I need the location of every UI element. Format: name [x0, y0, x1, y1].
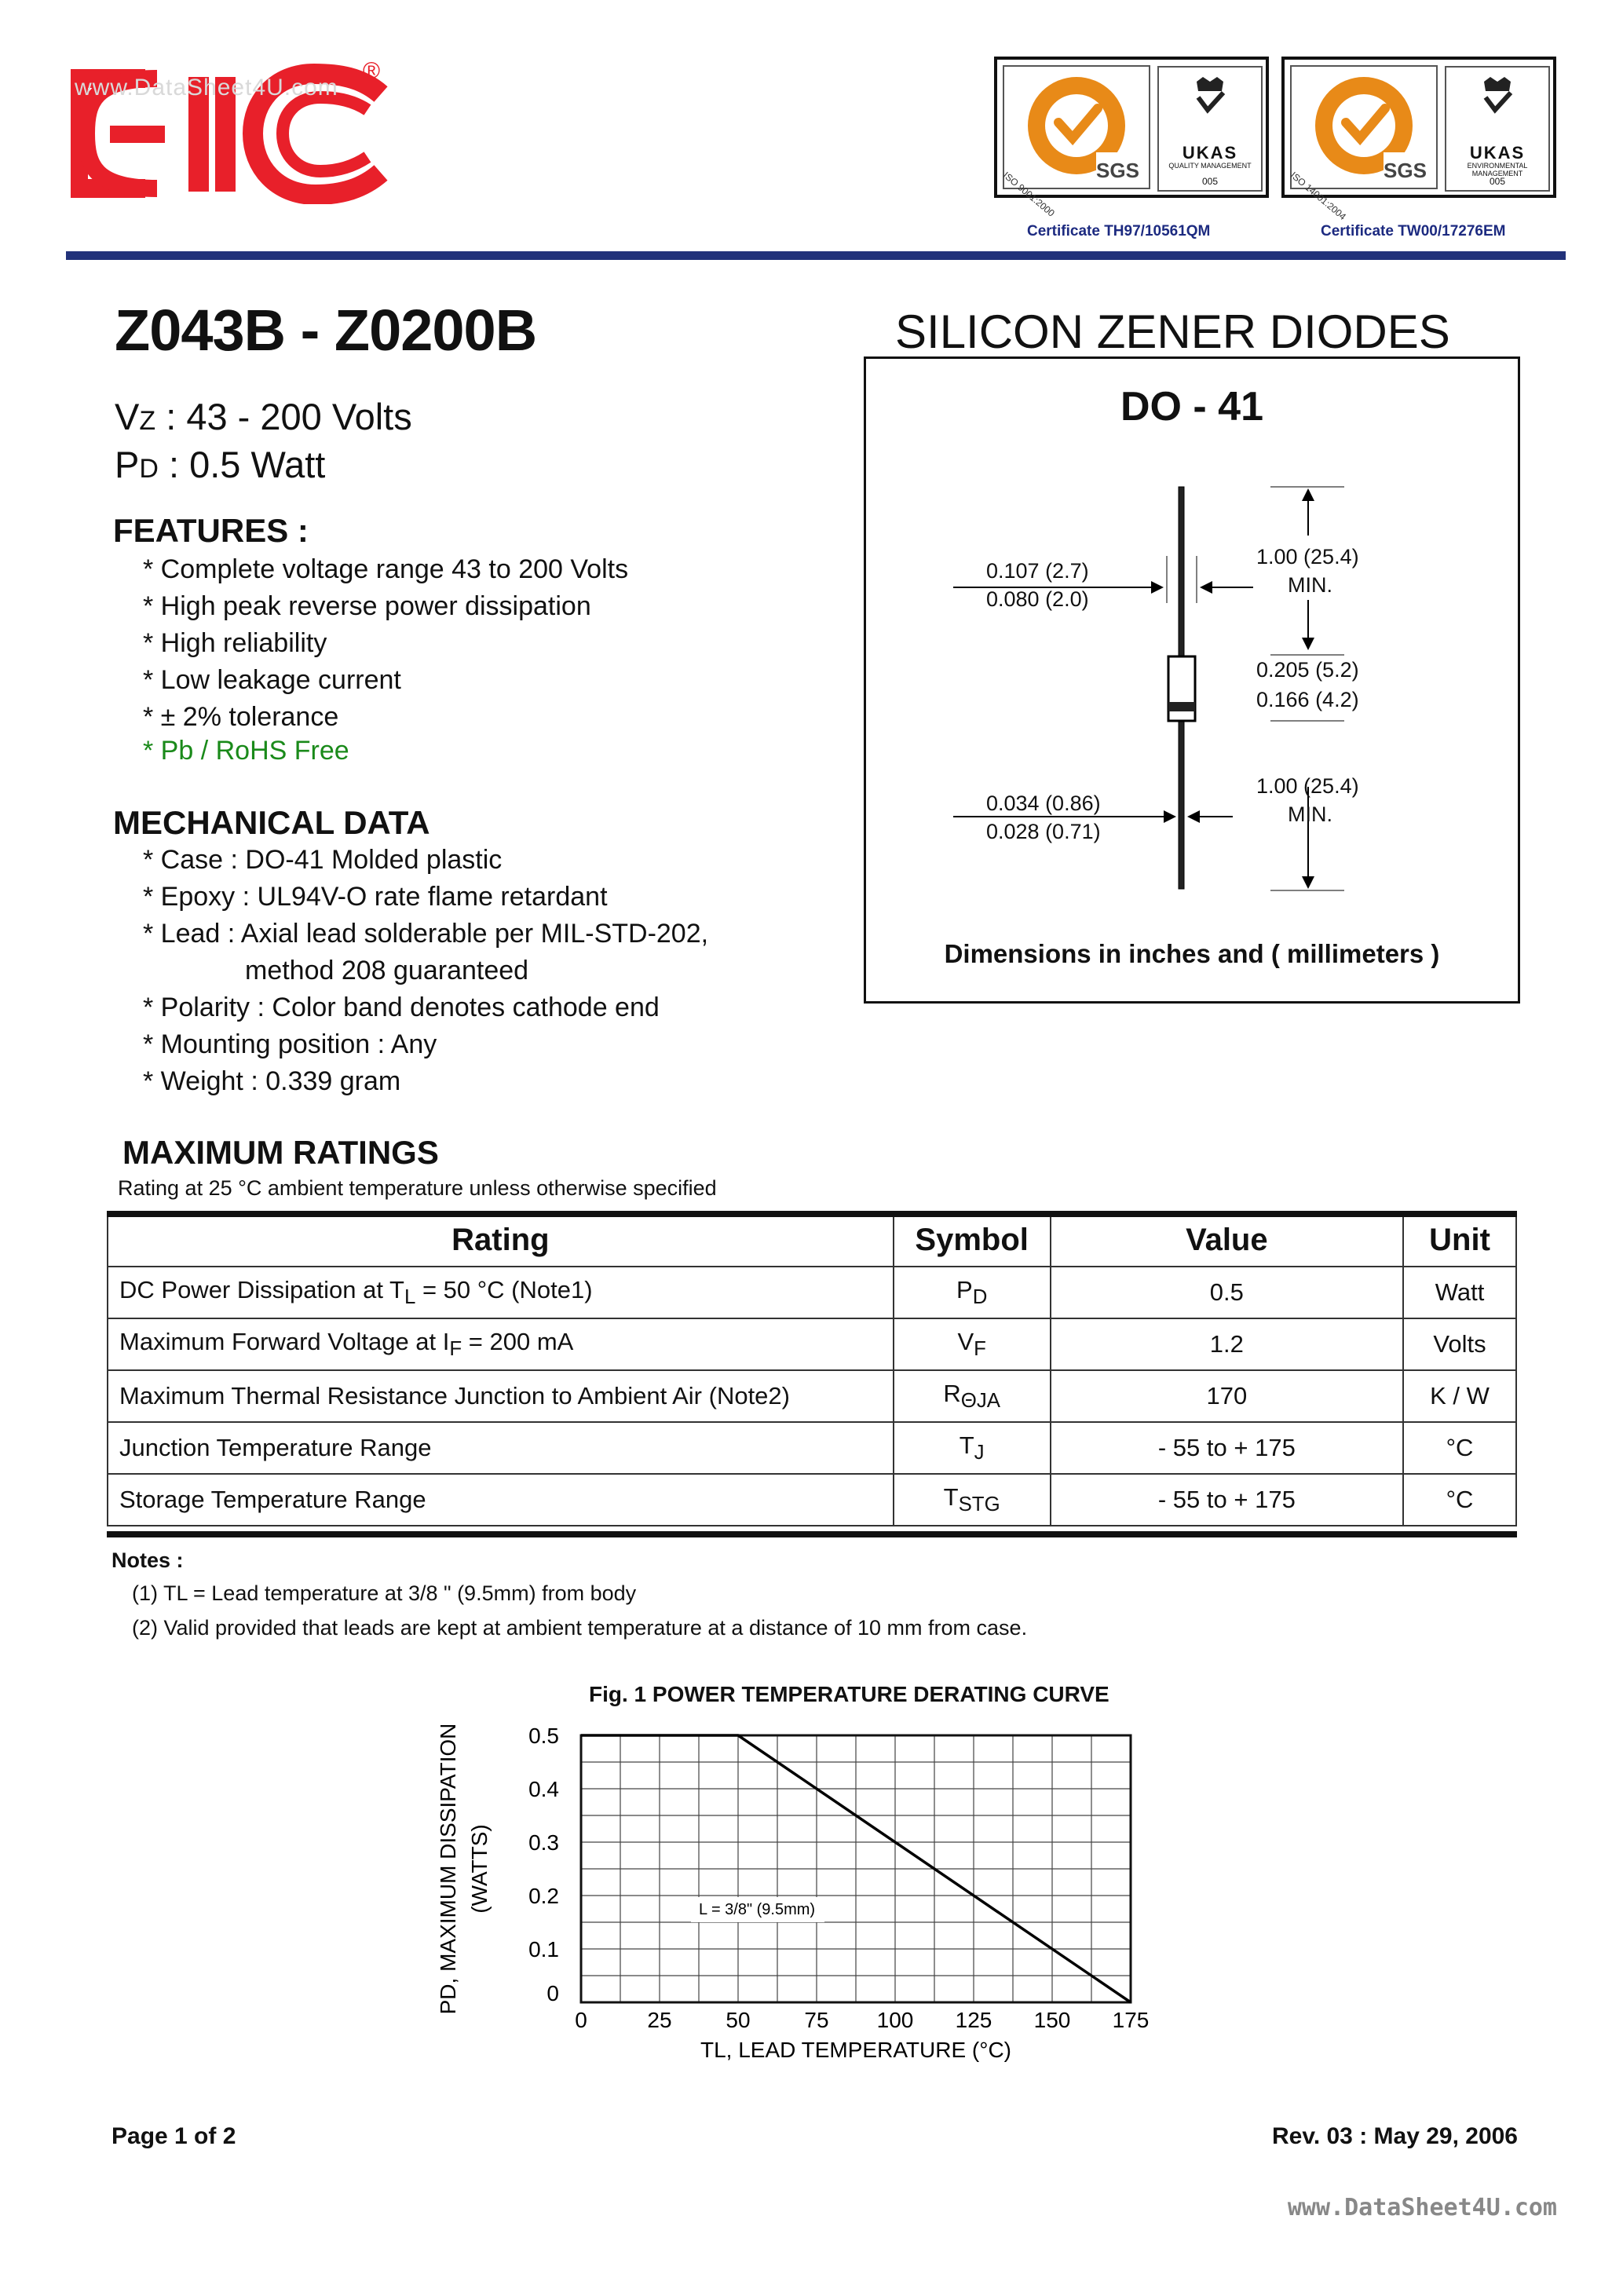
- cert1-label: Certificate TH97/10561QM: [1027, 223, 1211, 239]
- part-title: Z043B - Z0200B: [115, 298, 537, 363]
- top-lead-min: MIN.: [1288, 573, 1332, 597]
- col-header-symbol: Symbol: [894, 1213, 1051, 1267]
- value-cell: 0.5: [1051, 1267, 1403, 1318]
- derating-chart: [424, 1704, 1209, 2065]
- x-axis-label: TL, LEAD TEMPERATURE (°C): [700, 2038, 1011, 2062]
- x-tick-label: 100: [876, 2008, 914, 2032]
- symbol-cell: $T_J$: [894, 1422, 1051, 1474]
- unit-cell: °C: [1403, 1422, 1516, 1474]
- value-cell: - 55 to + 175: [1051, 1474, 1403, 1526]
- feature-item: * ± 2% tolerance: [143, 702, 339, 732]
- table-row: [108, 1370, 1516, 1422]
- x-tick-label: 50: [726, 2008, 751, 2032]
- body-length-min: 0.166 (4.2): [1256, 688, 1359, 711]
- feature-item-rohs: * Pb / RoHS Free: [143, 736, 349, 766]
- value-cell: 170: [1051, 1370, 1403, 1422]
- bottom-lead-min: MIN.: [1288, 803, 1332, 826]
- mechanical-item: * Mounting position : Any: [143, 1029, 437, 1059]
- note-item: (2) Valid provided that leads are kept at ambient temperature at a distance of 10 mm from case.: [132, 1616, 1028, 1640]
- watermark-top: www.DataSheet4U.com: [75, 75, 338, 101]
- symbol-cell: $R_{\Theta JA}$: [894, 1370, 1051, 1422]
- unit-cell: K / W: [1403, 1370, 1516, 1422]
- rating-cell: DC Power Dissipation at $T_L = 50$ °C (Note1): [108, 1267, 894, 1318]
- notes-heading: Notes :: [111, 1548, 184, 1572]
- mechanical-item: * Weight : 0.339 gram: [143, 1066, 401, 1096]
- x-tick-label: 175: [1112, 2008, 1150, 2032]
- col-header-rating: Rating: [108, 1213, 894, 1267]
- body-length-max: 0.205 (5.2): [1256, 658, 1359, 682]
- feature-item: * Complete voltage range 43 to 200 Volts: [143, 554, 629, 584]
- unit-cell: °C: [1403, 1474, 1516, 1526]
- table-top-rule: [107, 1211, 1517, 1217]
- feature-item: * High peak reverse power dissipation: [143, 591, 591, 621]
- sgs-text: SGS: [1096, 159, 1139, 182]
- body-diameter-min: 0.080 (2.0): [986, 587, 1089, 611]
- symbol-cell: $T_{STG}$: [894, 1474, 1051, 1526]
- table-header-row: [108, 1213, 1516, 1267]
- lead-diameter-min: 0.028 (0.71): [986, 820, 1101, 843]
- ukas-mark: [1445, 66, 1550, 192]
- rating-cell: Junction Temperature Range: [108, 1422, 894, 1474]
- y-tick-label: 0.3: [528, 1830, 559, 1855]
- x-tick-label: 25: [647, 2008, 672, 2032]
- page-number: Page 1 of 2: [111, 2123, 236, 2149]
- package-name: DO - 41: [1120, 384, 1264, 430]
- iso9001-cert-badge: [994, 57, 1269, 219]
- chart-title: Fig. 1 POWER TEMPERATURE DERATING CURVE: [589, 1682, 1109, 1706]
- crown-check-icon: [1478, 74, 1517, 121]
- rating-cell: Maximum Thermal Resistance Junction to Ambient Air (Note2): [108, 1370, 894, 1422]
- device-type-title: SILICON ZENER DIODES: [895, 305, 1450, 358]
- ratings-title: MAXIMUM RATINGS: [122, 1134, 439, 1171]
- body-diameter-max: 0.107 (2.7): [986, 559, 1089, 583]
- col-header-value: Value: [1051, 1213, 1403, 1267]
- iso-text: ISO 9001:2000: [1001, 170, 1057, 219]
- table-row: [108, 1267, 1516, 1318]
- ukas-num: 005: [1489, 176, 1506, 187]
- y-tick-label: 0.1: [528, 1937, 559, 1961]
- feature-item: * Low leakage current: [143, 665, 401, 695]
- top-lead-length: 1.00 (25.4): [1256, 545, 1359, 569]
- sgs-text: SGS: [1384, 159, 1427, 182]
- value-cell: - 55 to + 175: [1051, 1422, 1403, 1474]
- symbol-cell: $P_D$: [894, 1267, 1051, 1318]
- ukas-sub: ENVIRONMENTAL MANAGEMENT: [1467, 162, 1528, 177]
- symbol-cell: $V_F$: [894, 1318, 1051, 1370]
- x-tick-label: 150: [1033, 2008, 1071, 2032]
- chart-annotation: L = 3/8" (9.5mm): [699, 1901, 816, 1918]
- table-row: [108, 1318, 1516, 1370]
- pd-rating: PD : 0.5 Watt: [115, 444, 326, 485]
- x-tick-label: 75: [804, 2008, 829, 2032]
- revision-date: Rev. 03 : May 29, 2006: [1272, 2123, 1518, 2149]
- ukas-mark: [1157, 66, 1263, 192]
- ukas-sub: QUALITY MANAGEMENT: [1168, 162, 1252, 170]
- features-heading: FEATURES :: [113, 512, 309, 549]
- mechanical-item: method 208 guaranteed: [245, 956, 529, 985]
- note-item: (1) TL = Lead temperature at 3/8 " (9.5mm) from body: [132, 1581, 637, 1605]
- cert2-label: Certificate TW00/17276EM: [1321, 223, 1506, 239]
- mechanical-item: * Epoxy : UL94V-O rate flame retardant: [143, 882, 608, 912]
- y-tick-label: 0.2: [528, 1884, 559, 1908]
- ratings-table: [107, 1212, 1517, 1526]
- rating-cell: Maximum Forward Voltage at $I_F = 200$ mA: [108, 1318, 894, 1370]
- bottom-lead-length: 1.00 (25.4): [1256, 774, 1359, 798]
- iso14001-cert-badge: [1281, 57, 1556, 222]
- mechanical-heading: MECHANICAL DATA: [113, 804, 430, 841]
- dimensions-caption: Dimensions in inches and ( millimeters ): [944, 939, 1440, 968]
- lead-diameter-max: 0.034 (0.86): [986, 792, 1101, 815]
- ukas-num: 005: [1201, 176, 1219, 187]
- mechanical-item: * Lead : Axial lead solderable per MIL-STD-202,: [143, 919, 709, 949]
- registered-mark: ®: [363, 58, 381, 84]
- value-cell: 1.2: [1051, 1318, 1403, 1370]
- feature-item: * High reliability: [143, 628, 327, 658]
- watermark-bottom: www.DataSheet4U.com: [1287, 2194, 1557, 2221]
- unit-cell: Volts: [1403, 1318, 1516, 1370]
- table-row: [108, 1474, 1516, 1526]
- x-tick-label: 125: [955, 2008, 992, 2032]
- ukas-text: UKAS: [1469, 143, 1526, 163]
- table-row: [108, 1422, 1516, 1474]
- mechanical-item: * Case : DO-41 Molded plastic: [143, 845, 503, 875]
- col-header-unit: Unit: [1403, 1213, 1516, 1267]
- header-rule: [66, 251, 1566, 260]
- rating-cell: Storage Temperature Range: [108, 1474, 894, 1526]
- y-tick-label: 0: [546, 1981, 559, 2005]
- iso-text: ISO 14001:2004: [1289, 170, 1348, 222]
- ratings-subtitle: Rating at 25 °C ambient temperature unless otherwise specified: [118, 1176, 717, 1200]
- crown-check-icon: [1190, 74, 1230, 121]
- y-axis-label: PD, MAXIMUM DISSIPATION: [436, 1723, 460, 2015]
- y-tick-label: 0.5: [528, 1724, 559, 1748]
- table-bottom-rule: [107, 1531, 1517, 1537]
- y-tick-label: 0.4: [528, 1777, 559, 1801]
- ukas-text: UKAS: [1182, 143, 1238, 163]
- vz-rating: VZ : 43 - 200 Volts: [115, 396, 412, 437]
- mechanical-item: * Polarity : Color band denotes cathode end: [143, 993, 660, 1022]
- unit-cell: Watt: [1403, 1267, 1516, 1318]
- x-tick-label: 0: [575, 2008, 587, 2032]
- y-axis-label-unit: (WATTS): [467, 1824, 492, 1914]
